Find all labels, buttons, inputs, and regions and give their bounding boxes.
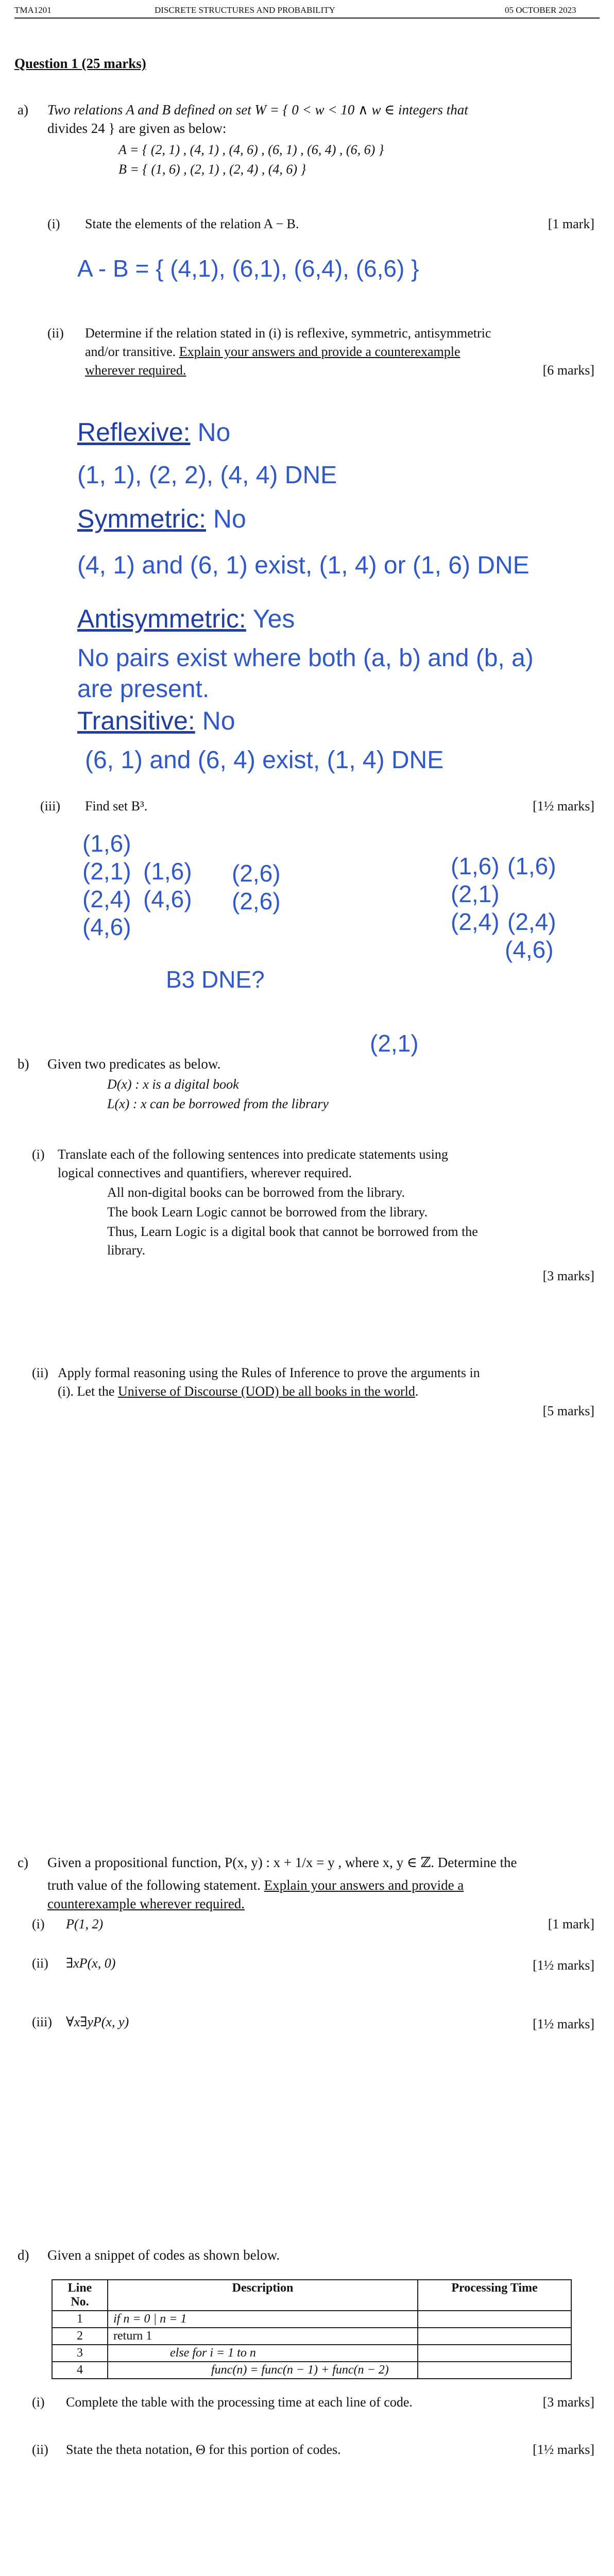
row-description: else for i = 1 to n xyxy=(108,2345,418,2362)
part-a-ii-line-3: wherever required. xyxy=(85,363,186,378)
antisymmetric-value: Yes xyxy=(252,604,295,633)
working-c2a: (2,1) xyxy=(82,858,131,885)
part-d-ii-mark: [1½ marks] xyxy=(533,2442,594,2457)
table-row xyxy=(52,2345,571,2362)
part-d-intro: Given a snippet of codes as shown below. xyxy=(47,2247,280,2263)
part-d-ii-label: (ii) xyxy=(32,2442,48,2457)
row-description: return 1 xyxy=(108,2328,418,2345)
working-c4: (4,6) xyxy=(82,913,131,940)
part-c-line-2b: Explain your answers and provide a xyxy=(264,1877,464,1893)
part-c-ii-label: (ii) xyxy=(32,1956,48,1971)
predicate-d: D(x) : x is a digital book xyxy=(107,1077,239,1092)
part-d-ii-text: State the theta notation, Θ for this portion of codes. xyxy=(66,2442,341,2457)
header-date: 05 OCTOBER 2023 xyxy=(505,5,576,15)
col-header-description: Description xyxy=(108,2280,418,2311)
part-d-label: d) xyxy=(18,2247,29,2263)
part-a-ii-line-2b: Explain your answers and provide a counterexample xyxy=(179,344,460,359)
set-b: B = { (1, 6) , (2, 1) , (2, 4) , (4, 6) } xyxy=(118,162,306,177)
code-table xyxy=(52,2279,572,2379)
row-processing-time[interactable] xyxy=(418,2345,571,2362)
part-c-iii-label: (iii) xyxy=(32,2014,52,2029)
part-a-iii-label: (iii) xyxy=(40,799,60,814)
sentence-1: All non-digital books can be borrowed from the library. xyxy=(107,1185,405,1200)
sentence-4: library. xyxy=(107,1243,146,1258)
header-code: TMA1201 xyxy=(14,5,52,15)
predicate-l: L(x) : x can be borrowed from the library xyxy=(107,1096,329,1111)
row-description: func(n) = func(n − 1) + func(n − 2) xyxy=(108,2362,418,2379)
working-c2b: (1,6) xyxy=(143,858,192,885)
part-b-ii-line-2c: . xyxy=(415,1384,419,1399)
row-line-no: 4 xyxy=(52,2362,108,2379)
part-c-ii-text: ∃xP(x, 0) xyxy=(66,1956,116,1971)
working-r1b: (1,6) xyxy=(507,853,556,879)
symmetric-value: No xyxy=(213,504,246,533)
header-title: DISCRETE STRUCTURES AND PROBABILITY xyxy=(155,5,335,15)
part-a-i-mark: [1 mark] xyxy=(548,216,594,231)
working-r1a: (1,6) xyxy=(451,853,500,879)
row-processing-time[interactable] xyxy=(418,2362,571,2379)
part-b-ii-line-1: Apply formal reasoning using the Rules of Inference to prove the arguments in xyxy=(58,1365,480,1380)
set-a: A = { (2, 1) , (4, 1) , (4, 6) , (6, 1) , (6, 4) , (6, 6) } xyxy=(118,142,384,157)
antisymmetric-heading: Antisymmetric: xyxy=(77,604,246,633)
part-b-i-line-1: Translate each of the following sentences into predicate statements using xyxy=(58,1147,448,1162)
working-c1: (1,6) xyxy=(82,830,131,857)
answer-antisymmetric-2: are present. xyxy=(77,675,210,703)
working-r4: (4,6) xyxy=(505,936,554,963)
part-b-i-label: (i) xyxy=(32,1147,45,1162)
answer-reflexive-1: (1, 1), (2, 2), (4, 4) DNE xyxy=(77,462,337,489)
part-a-ii-line-2a: and/or transitive. xyxy=(85,344,179,359)
part-a-iii-text: Find set B³. xyxy=(85,799,148,814)
sentence-3: Thus, Learn Logic is a digital book that cannot be borrowed from the xyxy=(107,1224,478,1239)
part-a-ii-mark: [6 marks] xyxy=(542,363,594,378)
part-c-ii-mark: [1½ marks] xyxy=(533,1958,594,1973)
row-processing-time[interactable] xyxy=(418,2328,571,2345)
part-b-ii-line-2b: Universe of Discourse (UOD) be all books in the world xyxy=(117,1384,415,1399)
col-header-processing-time: Processing Time xyxy=(418,2280,571,2311)
part-c-i-label: (i) xyxy=(32,1917,45,1931)
table-row xyxy=(52,2311,571,2328)
row-processing-time[interactable] xyxy=(418,2311,571,2328)
part-b-label: b) xyxy=(18,1056,29,1072)
table-row xyxy=(52,2328,571,2345)
part-a-i-label: (i) xyxy=(47,216,60,231)
working-r3b: (2,4) xyxy=(507,908,556,935)
working-c2c: (2,6) xyxy=(232,860,281,887)
answer-transitive-1: (6, 1) and (6, 4) exist, (1, 4) DNE xyxy=(85,747,444,774)
transitive-heading: Transitive: xyxy=(77,706,195,735)
part-a-i-text: State the elements of the relation A − B. xyxy=(85,216,299,231)
part-b-ii-line-2a: (i). Let the xyxy=(58,1384,118,1399)
part-c-iii-text: ∀x∃yP(x, y) xyxy=(66,2014,129,2029)
reflexive-heading: Reflexive: xyxy=(77,418,191,447)
working-c3c: (2,6) xyxy=(232,888,281,914)
part-a-ii-line-1: Determine if the relation stated in (i) is reflexive, symmetric, antisymmetric xyxy=(85,326,491,341)
part-c-i-text: P(1, 2) xyxy=(66,1917,104,1931)
answer-symmetric xyxy=(77,504,246,534)
question-title: Question 1 (25 marks) xyxy=(14,56,146,71)
answer-a-i: A - B = { (4,1), (6,1), (6,4), (6,6) } xyxy=(77,255,419,282)
part-a-ii-label: (ii) xyxy=(47,326,64,341)
answer-symmetric-1: (4, 1) and (6, 1) exist, (1, 4) or (1, 6) DNE xyxy=(77,552,530,579)
header-rule xyxy=(14,18,600,19)
part-d-i-mark: [3 marks] xyxy=(542,2395,594,2410)
part-c-line-3: counterexample wherever required. xyxy=(47,1896,245,1911)
part-a-iii-mark: [1½ marks] xyxy=(533,799,594,814)
transitive-value: No xyxy=(202,706,235,735)
col-header-line-no: Line No. xyxy=(52,2280,108,2311)
part-c-line-2 xyxy=(47,1877,464,1893)
part-a-intro-2: divides 24 } are given as below: xyxy=(47,121,227,136)
part-b-i-line-2: logical connectives and quantifiers, wherever required. xyxy=(58,1165,352,1180)
symmetric-heading: Symmetric: xyxy=(77,504,206,533)
part-c-i-mark: [1 mark] xyxy=(548,1917,594,1931)
part-b-intro: Given two predicates as below. xyxy=(47,1056,221,1072)
part-a-label: a) xyxy=(18,102,28,117)
row-line-no: 2 xyxy=(52,2328,108,2345)
part-c-iii-mark: [1½ marks] xyxy=(533,2016,594,2031)
row-description: if n = 0 | n = 1 xyxy=(108,2311,418,2328)
part-d-i-label: (i) xyxy=(32,2395,45,2410)
answer-reflexive xyxy=(77,417,230,447)
answer-antisymmetric-1: No pairs exist where both (a, b) and (b, a) xyxy=(77,645,534,672)
working-c3a: (2,4) xyxy=(82,886,131,912)
table-row xyxy=(52,2362,571,2379)
part-a-ii-line-2 xyxy=(85,344,460,360)
row-line-no: 3 xyxy=(52,2345,108,2362)
part-b-ii-line-2 xyxy=(58,1384,418,1399)
part-c-label: c) xyxy=(18,1855,28,1870)
part-a-intro-1: Two relations A and B defined on set W = { 0 < w < 10 ∧ w ∈ integers that xyxy=(47,102,468,117)
part-b-ii-label: (ii) xyxy=(32,1365,48,1380)
working-r5: (2,1) xyxy=(370,1030,419,1057)
sentence-2: The book Learn Logic cannot be borrowed from the library. xyxy=(107,1205,428,1219)
part-b-i-mark: [3 marks] xyxy=(542,1268,594,1283)
part-d-i-text: Complete the table with the processing time at each line of code. xyxy=(66,2395,413,2410)
answer-antisymmetric xyxy=(77,604,295,634)
part-c-line-2a: truth value of the following statement. xyxy=(47,1877,264,1893)
working-dne: B3 DNE? xyxy=(166,966,265,993)
reflexive-value: No xyxy=(197,418,231,447)
answer-transitive xyxy=(77,706,235,736)
working-c3b: (4,6) xyxy=(143,886,192,912)
row-line-no: 1 xyxy=(52,2311,108,2328)
working-r3a: (2,4) xyxy=(451,908,500,935)
part-b-ii-mark: [5 marks] xyxy=(542,1403,594,1418)
part-c-line-1: Given a propositional function, P(x, y) : x + 1/x = y , where x, y ∈ ℤ. Determine the xyxy=(47,1855,517,1870)
working-r2: (2,1) xyxy=(451,880,500,907)
